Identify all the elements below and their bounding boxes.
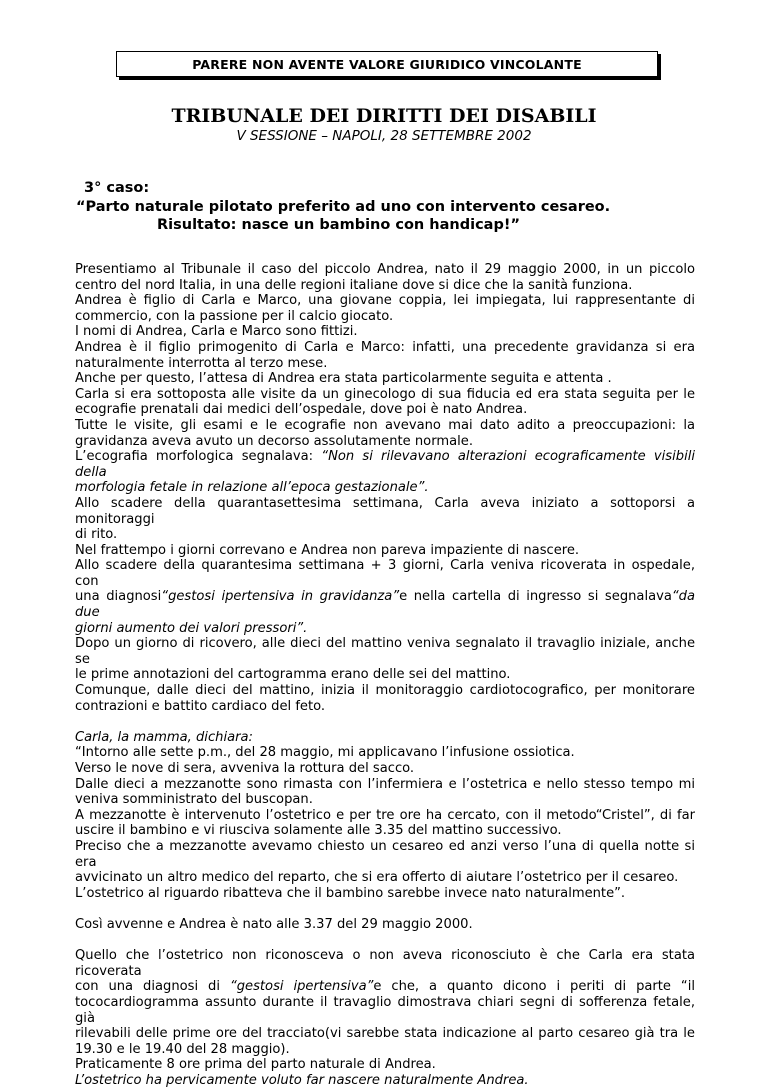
text-line: Dalle dieci a mezzanotte sono rimasta con l’infermiera e l’ostetrica e nello stesso tempo mi <box>75 776 695 792</box>
text-line: tococardiogramma assunto durante il travaglio dimostrava chiari segni di sofferenza fetale, già <box>75 994 695 1026</box>
document-title: TRIBUNALE DEI DIRITTI DEI DISABILI <box>171 105 597 127</box>
notice-text: PARERE NON AVENTE VALORE GIURIDICO VINCOLANTE <box>192 56 582 72</box>
text-line: Così avvenne e Andrea è nato alle 3.37 del 29 maggio 2000. <box>75 916 473 932</box>
text-line: rilevabili delle prime ore del tracciato(vi sarebbe stata indicazione al parto cesareo già tra le <box>75 1026 695 1042</box>
text-line: Presentiamo al Tribunale il caso del piccolo Andrea, nato il 29 maggio 2000, in un piccolo <box>75 262 695 277</box>
text-line <box>75 589 695 620</box>
text-line: Verso le nove di sera, avveniva la rottura del sacco. <box>75 761 415 776</box>
paragraph-gap <box>75 933 695 949</box>
text-segment: L’ecografia morfologica segnalava: <box>75 449 314 465</box>
quote-segment: “da due <box>75 589 696 621</box>
text-line: di rito. <box>75 527 118 543</box>
text-line: Carla si era sottoposta alle visite da un ginecologo di sua fiducia ed era stata seguita per le <box>75 386 695 402</box>
text-line: morfologia fetale in relazione all’epoca gestazionale”. <box>75 480 429 496</box>
text-line: Comunque, dalle dieci del mattino, inizia il monitoraggio cardiotocografico, per monitorare <box>75 683 695 699</box>
text-line: naturalmente interrotta al terzo mese. <box>75 355 328 371</box>
text-line: gravidanza aveva avuto un decorso assolutamente normale. <box>75 433 473 449</box>
text-segment: e nella cartella di ingresso si segnalava <box>399 589 672 605</box>
text-line: Allo scadere della quarantasettesima settimana, Carla aveva iniziato a sottoporsi a monitoraggi <box>75 495 695 527</box>
text-line: le prime annotazioni del cartogramma erano delle sei del mattino. <box>75 667 511 683</box>
text-line: Allo scadere della quarantesima settimana + 3 giorni, Carla veniva ricoverata in ospedale, con <box>75 558 695 589</box>
text-line: ecografie prenatali dai medici dell’ospedale, dove poi è nato Andrea. <box>75 402 528 418</box>
body-text <box>75 262 695 1088</box>
case-label: 3° caso: <box>84 180 150 196</box>
text-line: Andrea è il figlio primogenito di Carla e Marco: infatti, una precedente gravidanza si era <box>75 339 695 355</box>
text-line: veniva somministrato del buscopan. <box>75 792 313 808</box>
text-line: L’ostetrico al riguardo ribatteva che il bambino sarebbe invece nato naturalmente”. <box>75 885 626 901</box>
text-line: Tutte le visite, gli esami e le ecografie non avevano mai dato adito a preoccupazioni: la <box>75 417 695 433</box>
text-line: 19.30 e le 19.40 del 28 maggio). <box>75 1041 290 1057</box>
text-segment: con una diagnosi di <box>75 979 220 995</box>
text-line: I nomi di Andrea, Carla e Marco sono fittizi. <box>75 324 358 340</box>
text-line <box>75 449 695 480</box>
text-segment: e che, a quanto dicono i periti di parte “il <box>373 979 695 995</box>
text-line: L’ostetrico ha pervicamente voluto far nascere naturalmente Andrea. <box>75 1072 529 1088</box>
quote-segment: “Non si rilevavano alterazioni ecograficamente visibili della <box>75 449 695 480</box>
text-line <box>75 979 695 995</box>
text-line: Anche per questo, l’attesa di Andrea era stata particolarmente seguita e attenta . <box>75 371 612 387</box>
text-line: commercio, con la passione per il calcio giocato. <box>75 308 394 324</box>
text-line: Carla, la mamma, dichiara: <box>75 729 253 745</box>
text-line: Quello che l’ostetrico non riconosceva o non aveva riconosciuto è che Carla era stata ricoverata <box>75 948 695 979</box>
text-line: contrazioni e battito cardiaco del feto. <box>75 698 326 714</box>
paragraph-gap <box>75 714 695 730</box>
paragraph-gap <box>75 901 695 917</box>
notice-box <box>116 51 658 77</box>
text-line: giorni aumento dei valori pressori”. <box>75 620 308 636</box>
quote-segment: “gestosi ipertensiva in gravidanza” <box>161 589 400 605</box>
text-line: Dopo un giorno di ricovero, alle dieci del mattino veniva segnalato il travaglio iniziale, anche se <box>75 636 695 667</box>
text-line: Andrea è figlio di Carla e Marco, una giovane coppia, lei impiegata, lui rappresentante di <box>75 293 695 309</box>
text-line: Nel frattempo i giorni correvano e Andrea non pareva impaziente di nascere. <box>75 542 580 558</box>
text-line: Preciso che a mezzanotte avevamo chiesto un cesareo ed anzi verso l’una di quella notte si era <box>75 838 695 870</box>
text-line: centro del nord Italia, in una delle regioni italiane dove si dice che la sanità funziona. <box>75 277 633 293</box>
text-segment: una diagnosi <box>75 589 162 605</box>
text-line: “Intorno alle sette p.m., del 28 maggio, mi applicavano l’infusione ossiotica. <box>75 745 575 761</box>
case-title-line-1: “Parto naturale pilotato preferito ad uno con intervento cesareo. <box>76 199 611 215</box>
text-line: uscire il bambino e vi riusciva solamente alle 3.35 del mattino successivo. <box>75 823 562 839</box>
text-line: avvicinato un altro medico del reparto, che si era offerto di aiutare l’ostetrico per il cesareo. <box>75 870 679 886</box>
text-line: Praticamente 8 ore prima del parto naturale di Andrea. <box>75 1057 436 1073</box>
quote-segment: “gestosi ipertensiva” <box>229 979 374 995</box>
case-title-line-2: Risultato: nasce un bambino con handicap!” <box>157 217 520 233</box>
text-line: A mezzanotte è intervenuto l’ostetrico e per tre ore ha cercato, con il metodo“Cristel”, di far <box>75 807 695 823</box>
document-subtitle: V SESSIONE – NAPOLI, 28 SETTEMBRE 2002 <box>236 128 532 144</box>
